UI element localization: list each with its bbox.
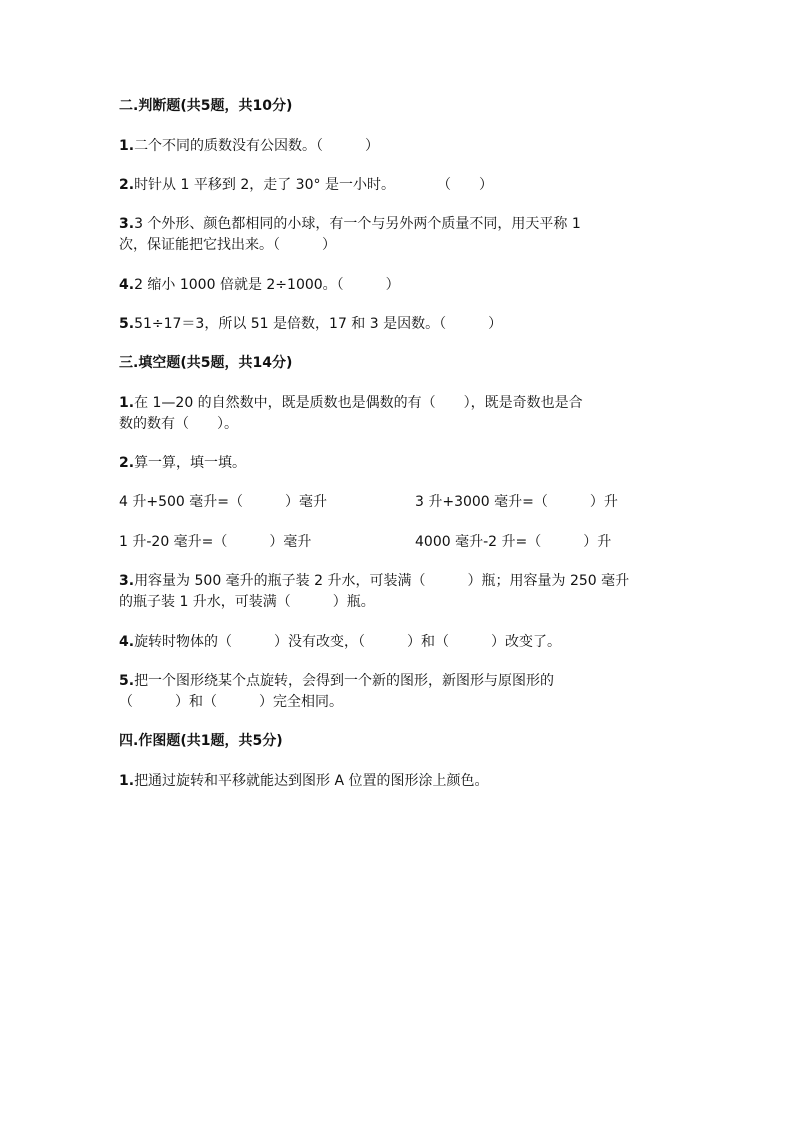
question-number: 1. (119, 138, 135, 154)
fill-question-1-cont (119, 414, 238, 434)
judge-question-2 (119, 175, 493, 195)
judge-question-3-cont (119, 235, 336, 255)
fill-question-1 (119, 393, 583, 413)
question-text-line2: 数的数有（ ）。 (119, 416, 238, 432)
question-number: 3. (119, 573, 135, 589)
judge-question-3 (119, 214, 581, 234)
fill-q2-row2-right: 4000 毫升-2 升=（ ）升 (415, 534, 612, 550)
question-text-line2: （ ）和（ ）完全相同。 (119, 694, 343, 710)
question-text-line1: 3 个外形、颜色都相同的小球，有一个与另外两个质量不同，用天平称 1 (134, 216, 581, 232)
section-heading-draw: 四.作图题(共1题，共5分) (119, 733, 283, 749)
question-number: 5. (119, 673, 135, 689)
fill-q2-row1-right: 3 升+3000 毫升=（ ）升 (415, 494, 618, 510)
fill-question-3-cont (119, 592, 375, 612)
question-text: 2 缩小 1000 倍就是 2÷1000。（ ） (134, 277, 400, 293)
section-heading-fill: 三.填空题(共5题，共14分) (119, 355, 293, 371)
fill-question-3 (119, 571, 629, 591)
question-number: 3. (119, 216, 135, 232)
question-text: 51÷17＝3，所以 51 是倍数，17 和 3 是因数。（ ） (134, 316, 503, 332)
fill-q2-row2-left: 1 升-20 毫升=（ ）毫升 (119, 534, 312, 550)
fill-question-2 (119, 453, 246, 473)
fill-question-4 (119, 632, 561, 652)
fill-q2-row1-left: 4 升+500 毫升=（ ）毫升 (119, 494, 327, 510)
question-number: 2. (119, 177, 135, 193)
question-text-line1: 把一个图形绕某个点旋转，会得到一个新的图形，新图形与原图形的 (134, 673, 555, 689)
judge-question-5 (119, 314, 502, 334)
question-text-line2: 次，保证能把它找出来。（ ） (119, 237, 336, 253)
question-text: 二个不同的质数没有公因数。（ ） (134, 138, 380, 154)
question-number: 1. (119, 773, 135, 789)
draw-question-1 (119, 771, 489, 791)
question-text: 旋转时物体的（ ）没有改变，（ ）和（ ）改变了。 (134, 634, 562, 650)
question-text: 时针从 1 平移到 2，走了 30° 是一小时。 （ ） (134, 177, 493, 193)
question-number: 2. (119, 455, 135, 471)
question-text-line1: 用容量为 500 毫升的瓶子装 2 升水，可装满（ ）瓶；用容量为 250 毫升 (134, 573, 630, 589)
fill-question-5 (119, 671, 554, 691)
judge-question-1 (119, 136, 379, 156)
question-text-line2: 的瓶子装 1 升水，可装满（ ）瓶。 (119, 594, 375, 610)
question-number: 4. (119, 277, 135, 293)
section-heading-judge: 二.判断题(共5题，共10分) (119, 98, 293, 114)
question-text: 算一算，填一填。 (134, 455, 247, 471)
question-number: 1. (119, 395, 135, 411)
judge-question-4 (119, 275, 400, 295)
question-text-line1: 在 1—20 的自然数中，既是质数也是偶数的有（ ），既是奇数也是合 (134, 395, 583, 411)
question-text: 把通过旋转和平移就能达到图形 A 位置的图形涂上颜色。 (134, 773, 489, 789)
question-number: 4. (119, 634, 135, 650)
question-number: 5. (119, 316, 135, 332)
fill-question-5-cont (119, 692, 343, 712)
